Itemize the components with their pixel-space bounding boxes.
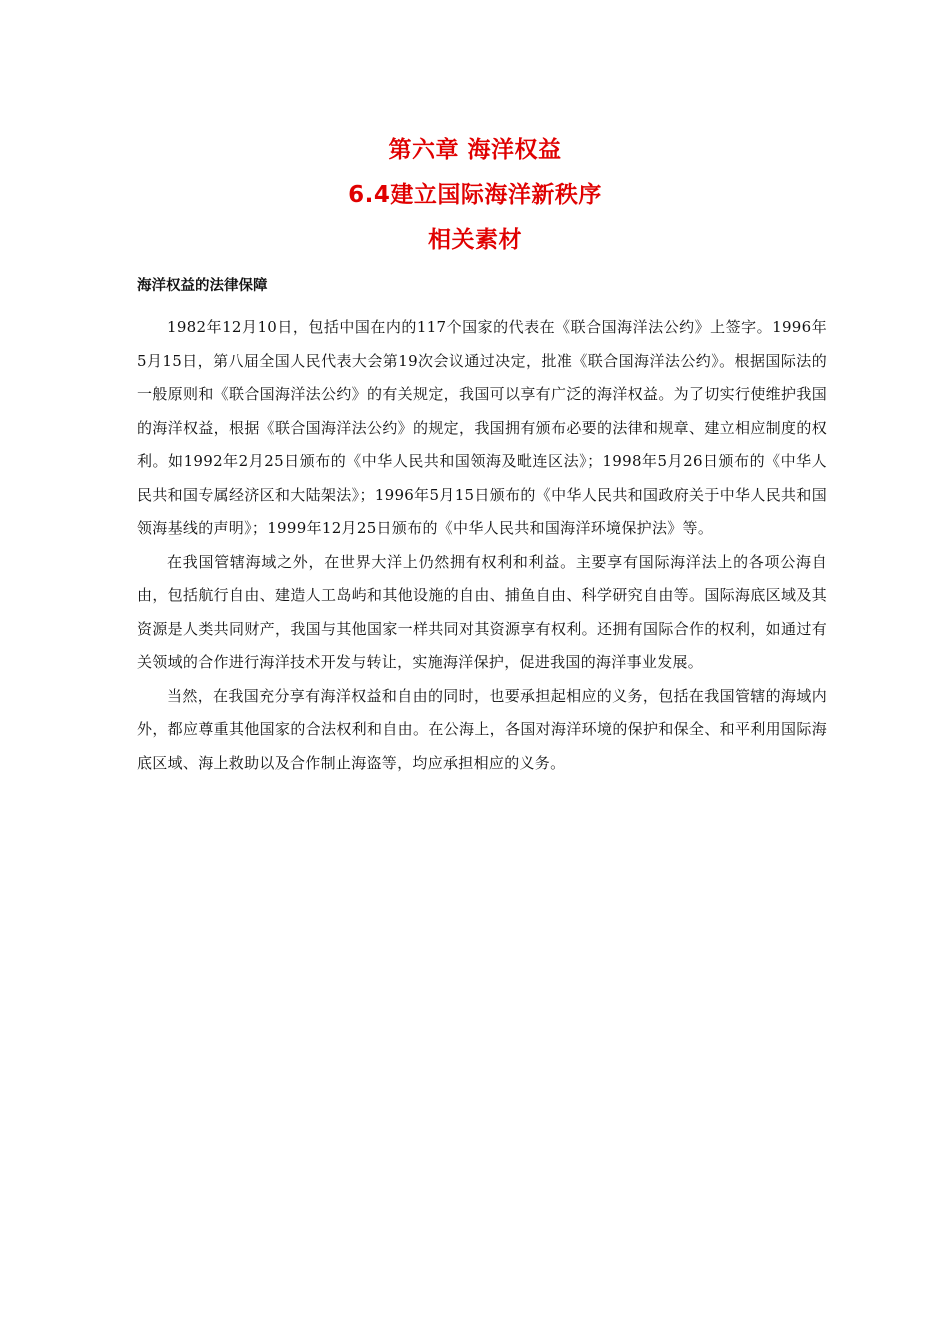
chapter-title: 第六章 海洋权益 bbox=[388, 137, 562, 163]
section-title: 6.4建立国际海洋新秩序 bbox=[348, 182, 602, 208]
title-block bbox=[0, 128, 950, 263]
paragraph-2: 在我国管辖海域之外，在世界大洋上仍然拥有权利和利益。主要享有国际海洋法上的各项公海自由，包括航行自由、建造人工岛屿和其他设施的自由、捕鱼自由、科学研究自由等。国际海底区域及其资源是人类共同财产，我国与其他国家一样共同对其资源享有权利。还拥有国际合作的权利，如通过有关领域的合作进行海洋技术开发与转让，实施海洋保护，促进我国的海洋事业发展。 bbox=[137, 552, 827, 671]
paragraph-1: 1982年12月10日，包括中国在内的117个国家的代表在《联合国海洋法公约》上签字。1996年5月15日，第八届全国人民代表大会第19次会议通过决定，批准《联合国海洋法公约》。根据国际法的一般原则和《联合国海洋法公约》的有关规定，我国可以享有广泛的海洋权益。为了切实行使维护我国的海洋权益，根据《联合国海洋法公约》的规定，我国拥有颁布必要的法律和规章、建立相应制度的权利。如1992年2月25日颁布的《中华人民共和国领海及毗连区法》；1998年5月26日颁布的《中华人民共和国专属经济区和大陆架法》；1996年5月15日颁布的《中华人民共和国政府关于中华人民共和国领海基线的声明》；1999年12月25日颁布的《中华人民共和国海洋环境保护法》等。 bbox=[137, 318, 827, 537]
section-heading: 海洋权益的法律保障 bbox=[137, 278, 268, 294]
material-title: 相关素材 bbox=[428, 227, 522, 253]
paragraph-3: 当然，在我国充分享有海洋权益和自由的同时，也要承担起相应的义务，包括在我国管辖的海域内外，都应尊重其他国家的合法权利和自由。在公海上，各国对海洋环境的保护和保全、和平利用国际海底区域、海上救助以及合作制止海盗等，均应承担相应的义务。 bbox=[137, 686, 827, 772]
body-text bbox=[137, 311, 827, 780]
